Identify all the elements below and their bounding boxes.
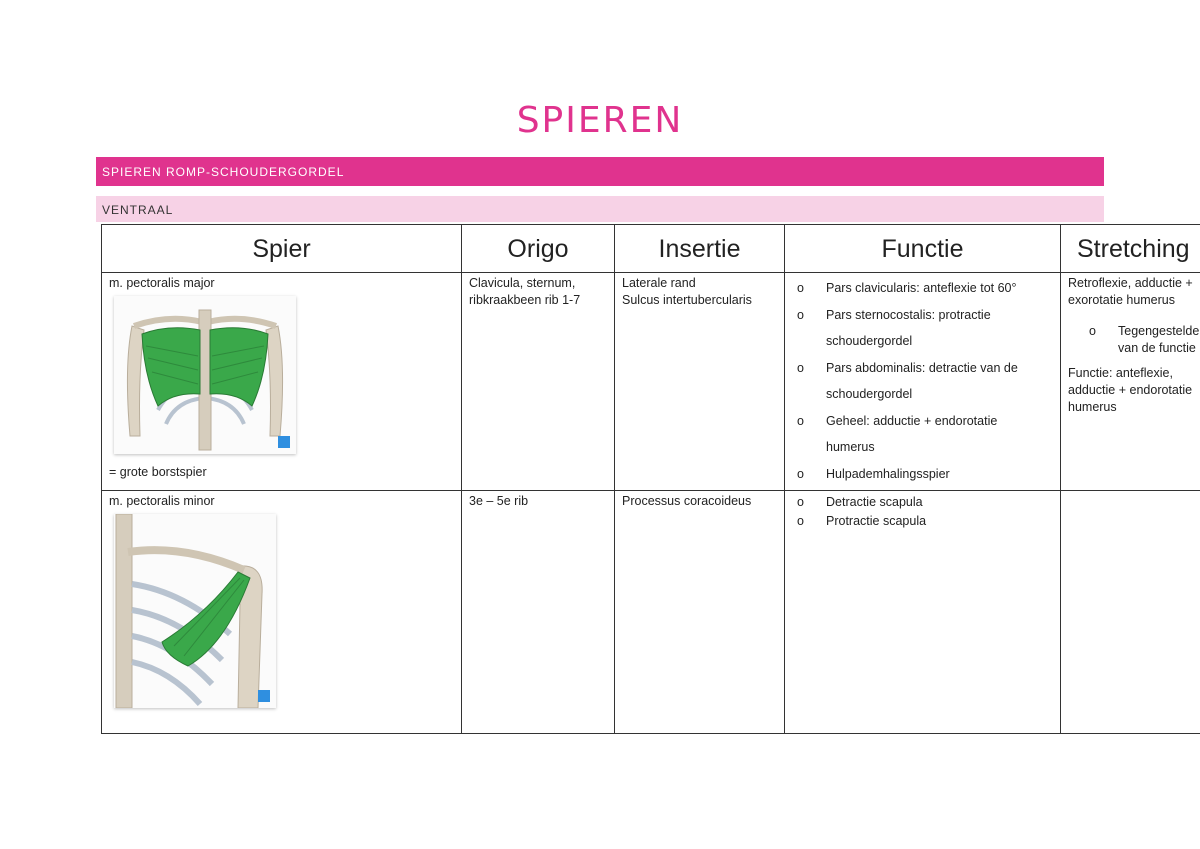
muscle-name: m. pectoralis major bbox=[109, 276, 215, 291]
pectoralis-minor-illustration bbox=[114, 514, 276, 708]
functie-line: schoudergordel bbox=[826, 334, 913, 349]
functie-item bbox=[792, 302, 1053, 355]
header-origo: Origo bbox=[462, 225, 615, 273]
origo-line: ribkraakbeen rib 1-7 bbox=[469, 293, 581, 308]
stretching-line: Functie: anteflexie, bbox=[1068, 366, 1173, 381]
stretching-item bbox=[1084, 323, 1200, 357]
section-heading: SPIEREN ROMP-SCHOUDERGORDEL bbox=[96, 157, 1104, 186]
stretching-line: van de functie bbox=[1118, 341, 1196, 356]
cell-origo bbox=[462, 273, 615, 491]
stretching-line: Retroflexie, adductie + bbox=[1068, 276, 1193, 291]
stretching-line: humerus bbox=[1068, 400, 1117, 415]
pectoralis-major-illustration bbox=[114, 296, 296, 454]
cell-insertie bbox=[615, 273, 785, 491]
insertie-line: Processus coracoideus bbox=[622, 494, 752, 509]
subsection-heading: VENTRAAL bbox=[96, 196, 1104, 222]
header-insertie: Insertie bbox=[615, 225, 785, 273]
functie-list bbox=[792, 493, 1053, 531]
cell-spier bbox=[102, 273, 462, 491]
functie-item: o Protractie scapula bbox=[792, 512, 1053, 531]
logo-badge-icon bbox=[258, 690, 270, 702]
header-functie: Functie bbox=[785, 225, 1061, 273]
functie-item bbox=[792, 355, 1053, 408]
functie-item: o Hulpademhalingsspier bbox=[792, 461, 1053, 488]
muscle-name: m. pectoralis minor bbox=[109, 494, 215, 509]
functie-line: schoudergordel bbox=[826, 387, 913, 402]
cell-origo bbox=[462, 491, 615, 734]
header-stretching: Stretching bbox=[1061, 225, 1200, 273]
functie-item bbox=[792, 408, 1053, 461]
logo-badge-icon bbox=[278, 436, 290, 448]
header-spier: Spier bbox=[102, 225, 462, 273]
functie-line: humerus bbox=[826, 440, 875, 455]
functie-list bbox=[792, 275, 1053, 487]
stretching-line: adductie + endorotatie bbox=[1068, 383, 1193, 398]
functie-line: Pars abdominalis: detractie van de bbox=[826, 360, 1018, 375]
cell-insertie bbox=[615, 491, 785, 734]
origo-line: Clavicula, sternum, bbox=[469, 276, 576, 291]
muscle-note: = grote borstspier bbox=[109, 465, 207, 480]
cell-functie bbox=[785, 273, 1061, 491]
origo-line: 3e – 5e rib bbox=[469, 494, 529, 509]
muscle-table bbox=[101, 224, 1200, 734]
functie-item: o Detractie scapula bbox=[792, 493, 1053, 512]
cell-stretching bbox=[1061, 491, 1200, 734]
functie-item: o Pars clavicularis: anteflexie tot 60° bbox=[792, 275, 1053, 302]
shoulder-drawing bbox=[114, 514, 276, 708]
stretching-line: exorotatie humerus bbox=[1068, 293, 1176, 308]
stretching-list bbox=[1084, 323, 1200, 357]
stretching-line: Tegengestelde bbox=[1118, 324, 1200, 339]
cell-stretching bbox=[1061, 273, 1200, 491]
cell-spier bbox=[102, 491, 462, 734]
cell-functie bbox=[785, 491, 1061, 734]
thorax-drawing bbox=[114, 296, 296, 454]
functie-line: Pars sternocostalis: protractie bbox=[826, 307, 991, 322]
page-title: SPIEREN bbox=[516, 100, 684, 141]
table-row bbox=[102, 273, 1200, 491]
table-header-row bbox=[102, 225, 1200, 273]
insertie-line: Laterale rand bbox=[622, 276, 696, 291]
table-row bbox=[102, 491, 1200, 734]
functie-line: Geheel: adductie + endorotatie bbox=[826, 413, 998, 428]
insertie-line: Sulcus intertubercularis bbox=[622, 293, 752, 308]
